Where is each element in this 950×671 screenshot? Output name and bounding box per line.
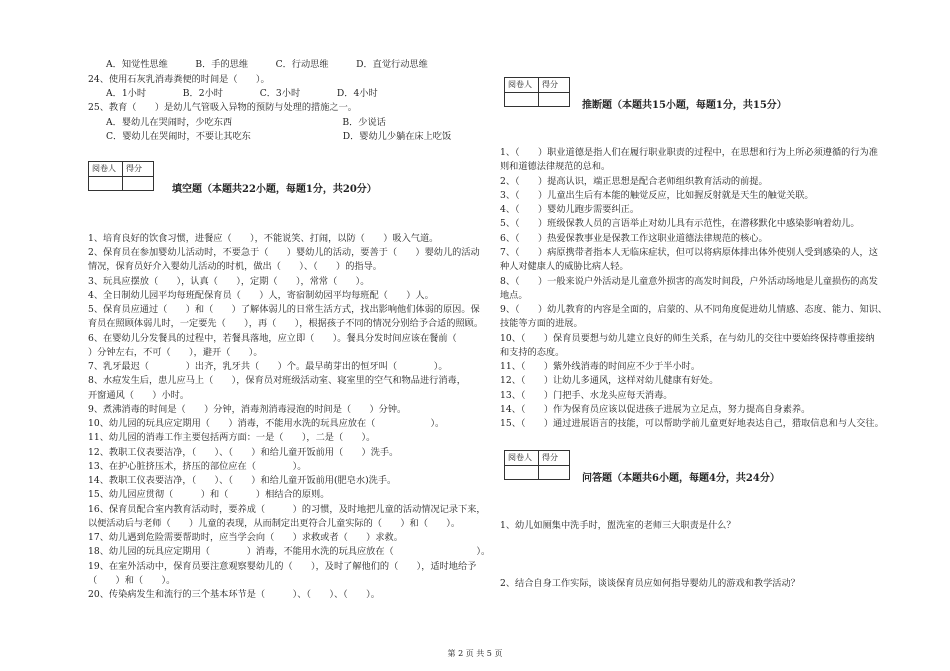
option-line: A．婴幼儿在哭闹时，少吃东西 B．少说话 [106,117,386,128]
page-footer: 第 2 页 共 5 页 [447,649,503,658]
judge-item: 9、（ ）幼儿教育的内容是全面的，启蒙的、从不同角度促进幼儿情感、态度、能力、知识、 [500,304,888,315]
judge-item: 8、（ ）一般来说户外活动是儿童意外损害的高发时间段，户外活动场地是儿童损伤的高发 [500,276,878,287]
fill-item: 14、教职工仪表要洁净，（ ）、（ ）和给儿童开饭前用(肥皂水)洗手。 [88,475,397,486]
judge-item: 5、（ ）班级保教人员的言语举止对幼儿具有示范性，在潜移默化中感染影响着幼儿。 [500,218,860,229]
fill-item: 19、在室外活动中，保育员要注意观察婴幼儿的（ ），及时了解他们的（ ），适时地给予 [88,561,477,572]
fill-item: ）分钟左右，不可（ ），避开（ ）。 [88,347,263,358]
judge-item: 14、（ ）作为保育员应该以促进孩子进展为立足点，努力提高自身素养。 [500,404,811,415]
fill-item: 1、培育良好的饮食习惯，进餐应（ ），不能说笑、打闹，以防（ ）吸入气道。 [88,233,439,244]
fill-item: 13、在护心脏挤压术，挤压的部位应在（ ）。 [88,461,307,472]
judge-item: 4、（ ）婴幼儿跑步需要纠正。 [500,204,640,215]
fill-item: 15、幼儿园应贯彻（ ）和（ ）相结合的原则。 [88,489,330,500]
fill-item: 2、保育员在参加婴幼儿活动时，不要急于（ ）婴幼儿的活动，要善于（ ）婴幼儿的活动 [88,247,480,258]
judge-item: 技能等方面的进展。 [500,318,583,329]
grader-label: 阅卷人 [89,162,123,176]
section-title-judgement: 推断题（本题共15小题，每题1分，共15分） [582,100,787,111]
fill-item: 3、玩具应摆放（ ），认真（ ），定期（ ），常常（ ）。 [88,276,370,287]
score-label: 得分 [542,453,558,462]
score-label: 得分 [126,164,142,173]
judge-item: 1、（ ）职业道德是指人们在履行职业职责的过程中，在思想和行为上所必须遵循的行为准 [500,147,878,158]
option-line: A．1小时 B．2小时 C．3小时 D．4小时 [106,88,378,99]
fill-item: 12、教职工仪表要洁净，（ ）、（ ）和给儿童开饭前用（ ）洗手。 [88,447,399,458]
option-line: A．知觉性思维 B．手的思维 C．行动思维 D．直觉行动思维 [106,59,428,70]
judge-item: 种人对健康人的威胁比病人轻。 [500,261,629,272]
fill-item: 18、幼儿园的玩具应定期用（ ）消毒，不能用水洗的玩具应放在（ ）。 [88,546,491,557]
judge-item: 15、（ ）通过进展语言的技能，可以帮助学前儿童更好地表达自己，猎取信息和与人交往。 [500,418,884,429]
grader-label: 阅卷人 [505,451,539,465]
question-line: 25、教育（ ）是幼儿气管吸入异物的预防与处理的措施之一。 [88,102,357,113]
judge-item: 和支持的态度。 [500,347,565,358]
grader-cell[interactable] [89,177,123,190]
fill-item: 4、全日制幼儿园平均每班配保育员（ ）人，寄宿制幼园平均每班配（ ）人。 [88,290,434,301]
fill-item: 20、传染病发生和流行的三个基本环节是（ ）、（ ）、（ ）。 [88,589,380,600]
judge-item: 13、（ ）门把手、水龙头应每天消毒。 [500,390,673,401]
score-cell[interactable] [539,93,567,106]
fill-item: 7、乳牙最迟（ ）出齐，乳牙共（ ）个。最早萌芽出的恒牙叫（ ）。 [88,361,448,372]
judge-item: 12、（ ）让幼儿多通风，这样对幼儿健康有好处。 [500,375,719,386]
fill-item: （ ）和（ ）。 [88,575,176,586]
fill-item: 5、保育员应通过（ ）和（ ）了解体弱儿的日常生活方式，找出影响他们体弱的原因。保 [88,304,480,315]
grader-score-box [504,77,570,107]
fill-item: 17、幼儿遇到危险需要帮助时，应当学会向（ ）求救或者（ ）求救。 [88,532,403,543]
grader-score-box [504,450,570,480]
score-label: 得分 [542,80,558,89]
judge-item: 6、（ ）热爱保教事业是保教工作这职业道德法律规范的核心。 [500,233,768,244]
fill-item: 8、水痘发生后，患儿应马上（ ），保育员对班级活动室、寝室里的空气和物品进行消毒， [88,375,466,386]
judge-item: 7、（ ）病原携带者指本人无临床症状，但可以将病原体排出体外使别人受到感染的人，这 [500,247,878,258]
qa-item: 1、幼儿如厕集中洗手时，盥洗室的老师三大职责是什么？ [500,520,736,531]
question-line: 24、使用石灰乳消毒粪便的时间是（ ）。 [88,74,270,85]
judge-item: 10、（ ）保育员要想与幼儿建立良好的师生关系，在与幼儿的交往中要始终保持尊重接纳 [500,333,875,344]
grader-label: 阅卷人 [505,78,539,92]
section-title-qa: 问答题（本题共6小题，每题4分，共24分） [582,473,780,484]
fill-item: 6、在婴幼儿分发餐具的过程中，若餐具落地，应立即（ ）。餐具分发时间应该在餐前（ [88,333,476,344]
judge-item: 地点。 [500,290,528,301]
judge-item: 则和道德法律规范的总和。 [500,161,611,172]
judge-item: 11、（ ）紫外线消毒的时间应不少于半小时。 [500,361,701,372]
judge-item: 3、（ ）儿童出生后有本能的触觉反应，比如握反射就是天生的触觉关联。 [500,190,814,201]
fill-item: 育员在照顾体弱儿时，一定要先（ ），再（ ），根据孩子不同的情况分别给予合适的照顾。 [88,318,484,329]
fill-item: 16、保育员配合室内教育活动时，要养成（ ）的习惯，及时地把儿童的活动情况记录下来， [88,504,486,515]
fill-item: 10、幼儿园的玩具应定期用（ ）消毒，不能用水洗的玩具应放在（ ）。 [88,418,445,429]
grader-cell[interactable] [505,93,539,106]
fill-item: 9、煮沸消毒的时间是（ ）分钟，消毒剂消毒浸泡的时间是（ ）分钟。 [88,404,407,415]
option-line: C．婴幼儿在哭闹时，不要让其吃东 D．婴幼儿少躺在床上吃饭 [106,131,452,142]
fill-item: 情况，保育员好介入婴幼儿活动的时机，做出（ ）、（ ）的指导。 [88,261,382,272]
score-cell[interactable] [539,466,567,479]
fill-item: 以便活动后与老师（ ）儿童的表现，从而制定出更符合儿童实际的（ ）和（ ）。 [88,518,461,529]
section-title-fill-blank: 填空题（本题共22小题，每题1分，共20分） [172,184,377,195]
grader-score-box [88,161,154,191]
qa-item: 2、结合自身工作实际，谈谈保育员应如何指导婴幼儿的游戏和教学活动？ [500,578,800,589]
judge-item: 2、（ ）提高认识，端正思想是配合老师组织教育活动的前提。 [500,176,768,187]
score-cell[interactable] [123,177,151,190]
grader-cell[interactable] [505,466,539,479]
fill-item: 11、幼儿园的消毒工作主要包括两方面：一是（ ），二是（ ）。 [88,432,376,443]
fill-item: 开窗通风（ ）小时。 [88,390,190,401]
